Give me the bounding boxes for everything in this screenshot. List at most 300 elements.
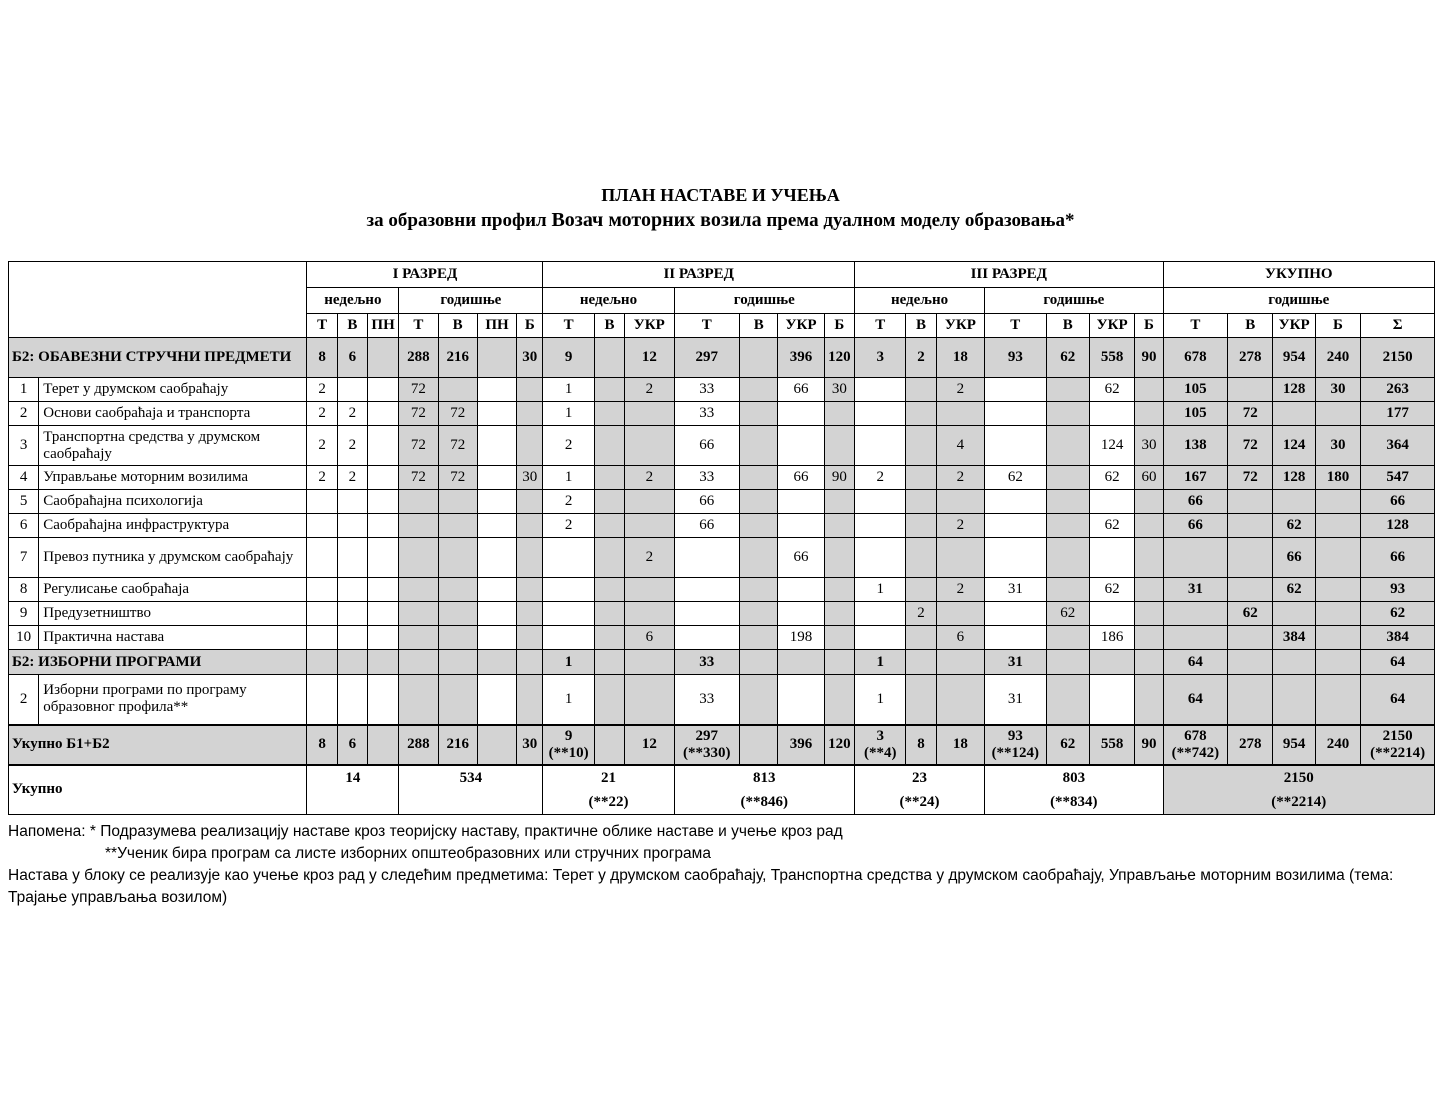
total-sub-value: (**10): [548, 744, 589, 761]
row-number: 8: [9, 578, 39, 602]
table-cell: [674, 538, 740, 578]
table-row: [9, 602, 1435, 626]
table-cell: [438, 578, 477, 602]
table-cell: 138: [1163, 426, 1228, 466]
table-cell: [1315, 602, 1360, 626]
table-cell: [1273, 650, 1315, 675]
col-head: Б: [1315, 314, 1360, 338]
total-value: 9: [564, 727, 573, 744]
grand-total-row: [9, 765, 1435, 815]
g2-week-value: 21: [600, 770, 616, 787]
table-cell: 72: [438, 402, 477, 426]
col-head: УКР: [936, 314, 984, 338]
table-cell: [740, 402, 778, 426]
table-cell: [824, 402, 854, 426]
table-cell: 240: [1315, 338, 1360, 378]
table-cell: 2: [543, 490, 594, 514]
table-cell: [740, 466, 778, 490]
table-cell: [543, 725, 594, 765]
table-row: [9, 578, 1435, 602]
table-cell: 31: [985, 650, 1047, 675]
table-cell: [477, 426, 516, 466]
table-cell: 2: [625, 378, 674, 402]
table-cell: [337, 626, 367, 650]
table-row: [9, 675, 1435, 725]
table-row: [9, 538, 1435, 578]
col-head: УКР: [1089, 314, 1134, 338]
table-row: [9, 402, 1435, 426]
table-cell: [367, 602, 398, 626]
table-cell: 66: [1361, 538, 1435, 578]
table-cell: [1228, 626, 1273, 650]
col-head: Т: [674, 314, 740, 338]
table-cell: [367, 626, 398, 650]
table-cell: [1315, 402, 1360, 426]
table-cell: 105: [1163, 402, 1228, 426]
col-head: УКР: [778, 314, 824, 338]
table-cell: [985, 426, 1047, 466]
table-cell: [517, 402, 543, 426]
table-cell: [985, 514, 1047, 538]
table-cell: 93: [985, 338, 1047, 378]
table-cell: [438, 378, 477, 402]
table-cell: [399, 626, 438, 650]
table-cell: 31: [1163, 578, 1228, 602]
table-cell: [307, 626, 337, 650]
table-cell: 66: [674, 426, 740, 466]
table-cell: 558: [1089, 725, 1134, 765]
table-cell: [517, 426, 543, 466]
subject-name: Саобраћајна инфраструктура: [39, 514, 307, 538]
table-cell: [594, 514, 624, 538]
col-head: Σ: [1361, 314, 1435, 338]
table-cell: 2: [337, 426, 367, 466]
table-cell: [1046, 514, 1089, 538]
table-cell: [1046, 402, 1089, 426]
table-cell: [824, 602, 854, 626]
section-label: Б2: ОБАВЕЗНИ СТРУЧНИ ПРЕДМЕТИ: [9, 338, 307, 378]
table-cell: 1: [543, 675, 594, 725]
overall-total-sub: (**2214): [1271, 794, 1327, 811]
table-cell: [625, 675, 674, 725]
table-cell: 1: [543, 402, 594, 426]
table-cell: 30: [1135, 426, 1163, 466]
g1-yearly: годишње: [399, 288, 543, 314]
table-cell: [477, 602, 516, 626]
header-blank: [9, 262, 307, 338]
table-cell: 6: [337, 338, 367, 378]
table-cell: 66: [778, 466, 824, 490]
table-cell: [438, 626, 477, 650]
table-cell: 8: [307, 338, 337, 378]
total-value: 678: [1184, 727, 1207, 744]
table-cell: [1315, 490, 1360, 514]
table-cell: [1361, 725, 1435, 765]
col-head: В: [1046, 314, 1089, 338]
table-cell: 2: [307, 378, 337, 402]
table-cell: [855, 378, 906, 402]
table-cell: [1315, 578, 1360, 602]
table-cell: [1135, 675, 1163, 725]
table-cell: [399, 650, 438, 675]
table-cell: 33: [674, 402, 740, 426]
total-value: 93: [1007, 727, 1023, 744]
table-cell: 30: [1315, 378, 1360, 402]
table-cell: [740, 650, 778, 675]
table-cell: [1135, 626, 1163, 650]
table-cell: [1163, 602, 1228, 626]
col-head: В: [594, 314, 624, 338]
table-cell: 1: [543, 466, 594, 490]
table-cell: 31: [985, 675, 1047, 725]
table-cell: [824, 650, 854, 675]
subject-name: Регулисање саобраћаја: [39, 578, 307, 602]
grand-total-label: Укупно: [9, 765, 307, 815]
table-cell: 167: [1163, 466, 1228, 490]
table-cell: [367, 378, 398, 402]
total-b1b2-row: [9, 725, 1435, 765]
table-cell: 2: [337, 402, 367, 426]
table-cell: [778, 578, 824, 602]
table-cell: 128: [1273, 466, 1315, 490]
overall-total: [1163, 765, 1434, 815]
subject-name: Предузетништво: [39, 602, 307, 626]
table-cell: 9: [543, 338, 594, 378]
table-cell: 2: [307, 402, 337, 426]
table-cell: [594, 602, 624, 626]
section-row-elective: [9, 650, 1435, 675]
table-cell: 72: [438, 426, 477, 466]
table-cell: [517, 602, 543, 626]
table-cell: [594, 466, 624, 490]
table-cell: 2: [936, 466, 984, 490]
table-cell: [517, 675, 543, 725]
table-cell: 216: [438, 725, 477, 765]
table-cell: [1135, 514, 1163, 538]
total-sub-value: (**742): [1171, 744, 1220, 761]
col-head: Б: [517, 314, 543, 338]
table-cell: [399, 675, 438, 725]
table-cell: 3: [855, 338, 906, 378]
table-cell: 2: [543, 426, 594, 466]
subtitle-suffix: према дуалном моделу образовања*: [761, 210, 1075, 231]
table-cell: 66: [674, 514, 740, 538]
table-cell: 2: [906, 338, 936, 378]
table-cell: 278: [1228, 725, 1273, 765]
table-cell: [438, 602, 477, 626]
table-cell: [1089, 402, 1134, 426]
table-cell: 2150: [1361, 338, 1435, 378]
table-cell: 2: [855, 466, 906, 490]
table-cell: [1089, 602, 1134, 626]
table-cell: [824, 426, 854, 466]
col-head: Т: [543, 314, 594, 338]
table-cell: [438, 514, 477, 538]
table-cell: [740, 725, 778, 765]
table-cell: [985, 402, 1047, 426]
table-cell: 72: [1228, 426, 1273, 466]
table-cell: [824, 538, 854, 578]
col-head: В: [740, 314, 778, 338]
table-cell: [477, 338, 516, 378]
table-cell: 62: [1046, 602, 1089, 626]
table-cell: 2: [936, 514, 984, 538]
table-cell: 18: [936, 725, 984, 765]
table-cell: 2: [936, 578, 984, 602]
table-cell: 120: [824, 338, 854, 378]
table-cell: [906, 466, 936, 490]
table-cell: [1228, 490, 1273, 514]
table-cell: [740, 426, 778, 466]
col-head: Б: [1135, 314, 1163, 338]
table-cell: [543, 578, 594, 602]
note-line-1: Напомена: * Подразумева реализацију наставе кроз теоријску наставу, практичне облике наставе и учење кроз рад: [8, 823, 843, 840]
table-cell: [337, 514, 367, 538]
table-cell: [1228, 538, 1273, 578]
table-cell: [1273, 402, 1315, 426]
note-line-3: Настава у блоку се реализује као учење кроз рад у следећим предметима: Терет у друмском саобраћају, Транспортна средства у друмском саобраћају, Управљање моторним возилима (тема: Трајање управљања возилом): [8, 867, 1394, 906]
table-cell: [438, 675, 477, 725]
table-cell: [438, 538, 477, 578]
col-head: В: [1228, 314, 1273, 338]
table-cell: [778, 514, 824, 538]
subject-name: Практична настава: [39, 626, 307, 650]
table-cell: 93: [1361, 578, 1435, 602]
table-cell: 33: [674, 675, 740, 725]
table-cell: [399, 578, 438, 602]
table-cell: [740, 578, 778, 602]
table-cell: 12: [625, 725, 674, 765]
table-cell: 678: [1163, 338, 1228, 378]
table-cell: [367, 490, 398, 514]
col-head: Т: [307, 314, 337, 338]
table-cell: [1163, 538, 1228, 578]
table-cell: 66: [1163, 514, 1228, 538]
table-cell: [307, 538, 337, 578]
table-cell: 128: [1273, 378, 1315, 402]
g3-year-total: [985, 765, 1164, 815]
table-cell: 90: [1135, 338, 1163, 378]
table-cell: 124: [1273, 426, 1315, 466]
subject-name: Основи саобраћаја и транспорта: [39, 402, 307, 426]
table-cell: [625, 490, 674, 514]
table-cell: [307, 578, 337, 602]
subject-name: Изборни програми по програму образовног профила**: [39, 675, 307, 725]
table-cell: [855, 514, 906, 538]
section-label: Б2: ИЗБОРНИ ПРОГРАМИ: [9, 650, 307, 675]
table-cell: [1315, 538, 1360, 578]
table-cell: 64: [1163, 675, 1228, 725]
table-cell: [1089, 650, 1134, 675]
table-cell: [307, 675, 337, 725]
g2-year-sub: (**846): [740, 794, 788, 811]
table-cell: 2: [307, 466, 337, 490]
table-cell: 66: [674, 490, 740, 514]
table-cell: [1228, 378, 1273, 402]
subject-name: Транспортна средства у друмском саобраћају: [39, 426, 307, 466]
table-cell: [1315, 675, 1360, 725]
table-cell: 1: [855, 675, 906, 725]
table-cell: [337, 378, 367, 402]
table-cell: 180: [1315, 466, 1360, 490]
table-cell: [367, 538, 398, 578]
table-cell: [1046, 650, 1089, 675]
table-cell: 186: [1089, 626, 1134, 650]
table-cell: 297: [674, 338, 740, 378]
total-sub-value: (**2214): [1370, 744, 1426, 761]
table-cell: [674, 725, 740, 765]
table-cell: [367, 578, 398, 602]
table-cell: 62: [1273, 578, 1315, 602]
table-cell: [740, 538, 778, 578]
row-number: 5: [9, 490, 39, 514]
table-cell: [543, 602, 594, 626]
table-cell: [906, 650, 936, 675]
table-cell: 72: [399, 426, 438, 466]
table-cell: [477, 466, 516, 490]
table-cell: [337, 538, 367, 578]
table-cell: [985, 602, 1047, 626]
g3-year-value: 803: [1062, 770, 1086, 787]
table-cell: [337, 650, 367, 675]
table-cell: 128: [1361, 514, 1435, 538]
g1-year-total: 534: [399, 765, 543, 815]
table-cell: [1273, 602, 1315, 626]
table-cell: [517, 378, 543, 402]
table-cell: 72: [399, 378, 438, 402]
table-cell: 66: [778, 378, 824, 402]
col-head: В: [438, 314, 477, 338]
g2-year-total: [674, 765, 854, 815]
table-cell: 1: [855, 578, 906, 602]
g3-weekly: недељно: [855, 288, 985, 314]
table-cell: [477, 650, 516, 675]
col-head: Т: [985, 314, 1047, 338]
table-cell: 547: [1361, 466, 1435, 490]
table-cell: [1046, 626, 1089, 650]
table-cell: [1135, 650, 1163, 675]
table-cell: [438, 490, 477, 514]
g1-week-total: 14: [307, 765, 399, 815]
table-cell: [1163, 626, 1228, 650]
table-cell: 2: [543, 514, 594, 538]
table-cell: 12: [625, 338, 674, 378]
table-cell: 2: [625, 466, 674, 490]
table-cell: 396: [778, 338, 824, 378]
notes: [8, 821, 1428, 909]
col-head: УКР: [1273, 314, 1315, 338]
table-cell: [307, 514, 337, 538]
table-cell: [594, 490, 624, 514]
table-cell: 66: [1361, 490, 1435, 514]
table-cell: 2: [625, 538, 674, 578]
table-cell: [906, 675, 936, 725]
table-cell: [824, 514, 854, 538]
row-number: 1: [9, 378, 39, 402]
col-head: ПН: [367, 314, 398, 338]
table-cell: [594, 426, 624, 466]
row-number: 2: [9, 675, 39, 725]
table-cell: [936, 402, 984, 426]
table-cell: [855, 602, 906, 626]
table-cell: [625, 426, 674, 466]
table-cell: [367, 402, 398, 426]
table-cell: [1046, 578, 1089, 602]
table-row: [9, 426, 1435, 466]
table-cell: [543, 626, 594, 650]
subtitle-profile: Возач моторних возила: [551, 209, 762, 231]
subject-name: Превоз путника у друмском саобраћају: [39, 538, 307, 578]
table-cell: 33: [674, 378, 740, 402]
table-cell: [367, 675, 398, 725]
table-cell: 72: [399, 402, 438, 426]
table-cell: 72: [438, 466, 477, 490]
table-cell: 72: [1228, 466, 1273, 490]
row-number: 10: [9, 626, 39, 650]
table-cell: 62: [1089, 578, 1134, 602]
subject-name: Терет у друмском саобраћају: [39, 378, 307, 402]
table-cell: [855, 725, 906, 765]
g2-week-sub: (**22): [588, 794, 629, 811]
grade-1-header: I РАЗРЕД: [307, 262, 543, 288]
table-cell: [517, 650, 543, 675]
table-cell: [307, 650, 337, 675]
table-cell: 384: [1273, 626, 1315, 650]
table-cell: [477, 402, 516, 426]
table-cell: 6: [936, 626, 984, 650]
table-cell: 396: [778, 725, 824, 765]
table-cell: 1: [543, 650, 594, 675]
table-cell: [1228, 675, 1273, 725]
table-cell: 72: [1228, 402, 1273, 426]
table-cell: [855, 538, 906, 578]
table-cell: [517, 578, 543, 602]
page-title: ПЛАН НАСТАВЕ И УЧЕЊА: [601, 185, 840, 205]
table-cell: [740, 602, 778, 626]
table-cell: [855, 426, 906, 466]
table-cell: 72: [399, 466, 438, 490]
table-cell: [906, 490, 936, 514]
table-cell: 240: [1315, 725, 1360, 765]
table-cell: [1228, 578, 1273, 602]
grade-3-header: III РАЗРЕД: [855, 262, 1164, 288]
table-cell: 62: [1228, 602, 1273, 626]
table-cell: [778, 675, 824, 725]
table-cell: [1135, 402, 1163, 426]
table-cell: [399, 490, 438, 514]
table-cell: [1135, 578, 1163, 602]
g1-weekly: недељно: [307, 288, 399, 314]
col-head: Б: [824, 314, 854, 338]
g2-weekly: недељно: [543, 288, 674, 314]
table-cell: [594, 675, 624, 725]
total-yearly: годишње: [1163, 288, 1434, 314]
table-cell: [1273, 490, 1315, 514]
table-cell: [1046, 675, 1089, 725]
table-cell: [594, 578, 624, 602]
table-cell: [1315, 650, 1360, 675]
table-cell: 18: [936, 338, 984, 378]
subject-name: Управљање моторним возилима: [39, 466, 307, 490]
table-cell: [307, 602, 337, 626]
total-header: УКУПНО: [1163, 262, 1434, 288]
table-cell: [477, 538, 516, 578]
subtitle-prefix: за образовни профил: [366, 210, 552, 231]
table-cell: 6: [625, 626, 674, 650]
table-cell: 177: [1361, 402, 1435, 426]
table-cell: [985, 378, 1047, 402]
col-head: В: [337, 314, 367, 338]
